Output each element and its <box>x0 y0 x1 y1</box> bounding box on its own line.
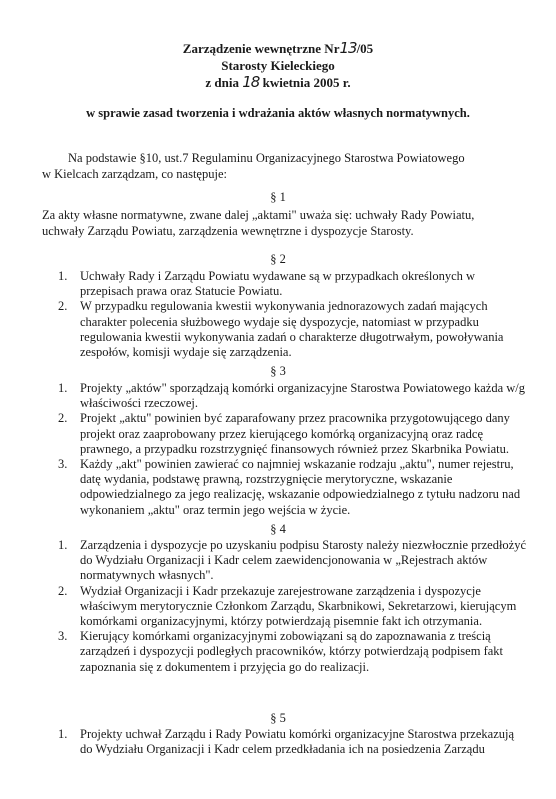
section-4-list <box>42 538 526 675</box>
item-text: Projekt „aktu" powinien być zaparafowany przez pracownika przygotowującego dany projekt oraz zaaprobowany przez kierującego komórką organizacyjną oraz radcę prawnego, a przypadku rozstrzygnięć finansowych również przez Skarbnika Powiatu. <box>80 411 510 456</box>
item-text: Wydział Organizacji i Kadr przekazuje zarejestrowane zarządzenia i dyspozycje właściwym merytorycznie Członkom Zarządu, Skarbnikowi, Sekretarzowi, kierującym komórkami organizacyjnymi, którzy potwierdzają pisemnie fakt ich otrzymania. <box>80 583 517 629</box>
list-item <box>42 727 526 757</box>
section-2-heading: § 2 <box>270 252 286 266</box>
date-suffix: kwietnia 2005 r. <box>262 75 351 90</box>
section-1-text: Za akty własne normatywne, zwane dalej „aktami" uważa się: uchwały Rady Powiatu, uchwały Zarządu Powiatu, zarządzenia wewnętrzne i dyspozycje Starosty. <box>42 208 475 238</box>
section-5-list <box>42 727 526 757</box>
list-item <box>42 629 526 675</box>
list-item <box>42 381 526 411</box>
item-text: Każdy „akt" powinien zawierać co najmniej wskazanie rodzaju „aktu", numer rejestru, datę wydania, podstawę prawną, rozstrzygnięcie merytoryczne, wskazanie odpowiedzialnego za jego realizację, wskazanie odpowiedzialnego z tytułu nadzoru nad wykonaniem „aktu" oraz termin jego wejścia w życie. <box>80 457 521 517</box>
item-number: 1. <box>58 269 68 283</box>
item-text: Uchwały Rady i Zarządu Powiatu wydawane są w przypadkach określonych w przepisach prawa oraz Statucie Powiatu. <box>80 269 476 299</box>
section-1-heading: § 1 <box>270 190 286 204</box>
section-3-list <box>42 381 526 518</box>
item-text: W przypadku regulowania kwestii wykonywania jednorazowych zadań mających charakter polecenia służbowego wydaje się dyspozycje, natomiast w przypadku regulowania kwestii wykonywania zadań o charakterze długotrwałym, powoływania zespołów, komisji wydaje się zarządzenia. <box>80 299 504 360</box>
list-item <box>42 584 526 630</box>
section-5-heading: § 5 <box>270 711 286 725</box>
item-text: Kierujący komórkami organizacyjnymi zobowiązani są do zapoznawania z treścią zarządzeń i dyspozycji podległych pracowników, którzy potwierdzają podpisem fakt zapoznania się z dokumentem i przyjęcia go do realizacji. <box>80 629 503 674</box>
title-suffix: /05 <box>356 41 374 56</box>
item-number: 1. <box>58 381 68 395</box>
handwritten-day: 18 <box>242 73 260 91</box>
section-2-list <box>42 269 526 360</box>
date-prefix: z dnia <box>205 75 239 90</box>
issuer: Starosty Kieleckiego <box>221 58 335 73</box>
title-prefix: Zarządzenie wewnętrzne Nr <box>182 41 340 56</box>
item-number: 3. <box>58 457 68 472</box>
item-number: 2. <box>58 411 68 426</box>
intro-paragraph <box>42 150 496 182</box>
list-item <box>42 538 526 584</box>
document-subject: w sprawie zasad tworzenia i wdrażania aktów własnych normatywnych. <box>86 106 470 120</box>
list-item <box>42 457 526 518</box>
title-block <box>0 40 556 91</box>
item-number: 1. <box>58 538 68 552</box>
document-date <box>0 74 556 91</box>
item-number: 3. <box>58 629 68 644</box>
intro-line-2: w Kielcach zarządzam, co następuje: <box>42 167 227 181</box>
list-item <box>42 269 526 299</box>
item-number: 2. <box>58 299 68 314</box>
item-number: 2. <box>58 583 68 598</box>
document-title <box>0 40 556 57</box>
handwritten-number: 13 <box>339 39 357 57</box>
section-3-heading: § 3 <box>270 364 286 378</box>
item-text: Projekty „aktów" sporządzają komórki organizacyjne Starostwa Powiatowego każda w/g właściwości rzeczowej. <box>80 381 526 411</box>
item-text: Zarządzenia i dyspozycje po uzyskaniu podpisu Starosty należy niezwłocznie przedłożyć do Wydziału Organizacji i Kadr celem zaewidencjonowania w „Rejestrach aktów normatywnych własnych". <box>80 538 527 583</box>
list-item <box>42 411 526 457</box>
intro-line-1: Na podstawie §10, ust.7 Regulaminu Organizacyjnego Starostwa Powiatowego <box>68 151 465 165</box>
list-item <box>42 299 526 360</box>
section-4-heading: § 4 <box>270 522 286 536</box>
item-text: Projekty uchwał Zarządu i Rady Powiatu komórki organizacyjne Starostwa przekazują do Wydziału Organizacji i Kadr celem przedkładania ich na posiedzenia Zarządu <box>80 727 515 757</box>
item-number: 1. <box>58 727 68 741</box>
